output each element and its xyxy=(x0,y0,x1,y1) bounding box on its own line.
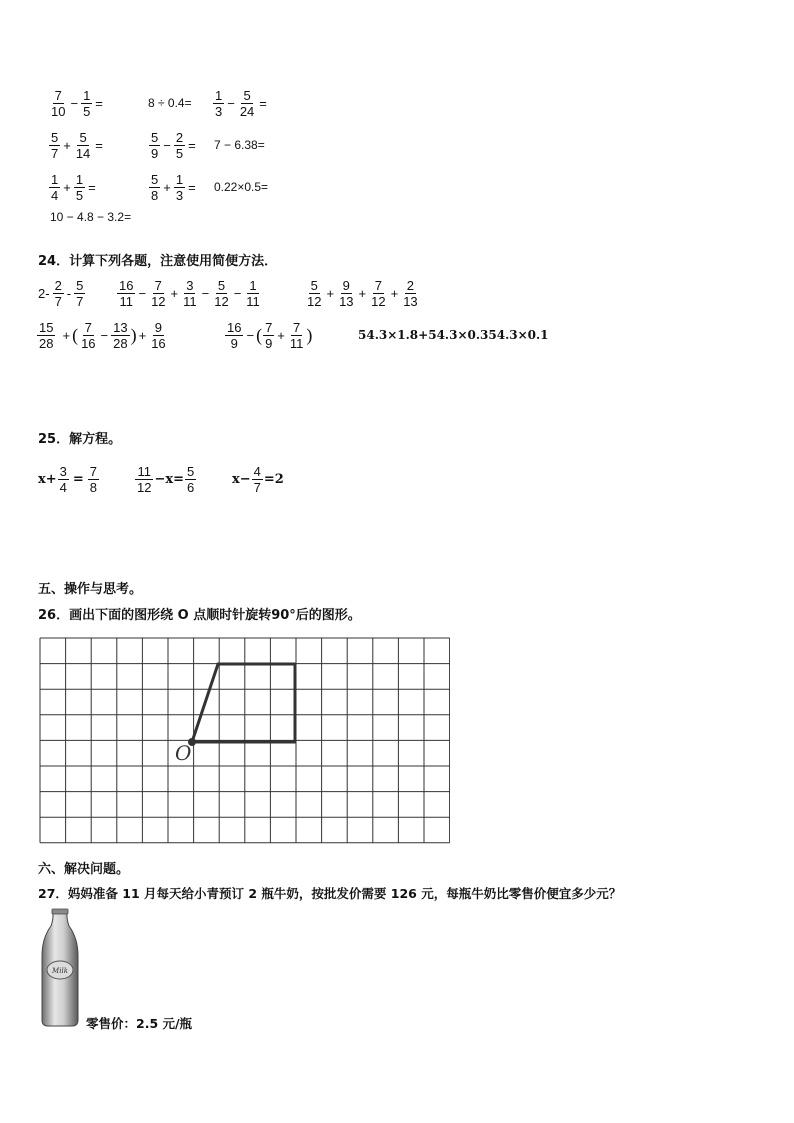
q25-title: 25．解方程。 xyxy=(38,432,122,447)
section-6-heading: 六、解决问题。 xyxy=(38,862,130,877)
q24-problem-1: 2- $\frac{2}{7}$ - $\frac{5}{7}$ xyxy=(38,278,84,309)
q23-expr-9: 0.22×0.5= xyxy=(214,180,269,194)
q25-equation-2: $\frac{11}{12}$ −x= $\frac{5}{6}$ xyxy=(137,464,195,495)
q24-problem-4: $\frac{15}{28}$ + ( $\frac{7}{16}$ − $\frac{13}{28}$ ) + $\frac{9}{16}$ xyxy=(39,320,166,351)
rotation-grid xyxy=(38,636,450,848)
q25-equation-3: x− $\frac{4}{7}$ =2 xyxy=(232,464,284,495)
q24-problem-3: $\frac{5}{12}$ + $\frac{9}{13}$ + $\frac{7}{12}$ + $\frac{2}{13}$ xyxy=(307,278,418,309)
q23-expr-3: $\frac{1}{3}$ − $\frac{5}{24}$ = xyxy=(215,88,267,119)
milk-bottle-label: Milk xyxy=(52,967,68,975)
q25-equation-1: x+ $\frac{3}{4}$ = $\frac{7}{8}$ xyxy=(38,464,98,495)
q23-expr-5: $\frac{5}{9}$ − $\frac{2}{5}$ = xyxy=(151,130,196,161)
q23-expr-6: 7 − 6.38= xyxy=(214,138,265,152)
q27-title: 27．妈妈准备 11 月每天给小青预订 2 瓶牛奶，按批发价需要 126 元，每瓶牛奶比零售价便宜多少元？ xyxy=(38,886,622,901)
q26-title: 26．画出下面的图形绕 O 点顺时针旋转90°后的图形。 xyxy=(38,608,361,623)
shape-outline xyxy=(192,664,295,742)
section-5-heading: 五、操作与思考。 xyxy=(38,582,143,597)
q23-expr-1: $\frac{7}{10}$ − $\frac{1}{5}$ = xyxy=(51,88,103,119)
q23-expr-8: $\frac{5}{8}$ + $\frac{1}{3}$ = xyxy=(151,172,196,203)
q24-problem-2: $\frac{16}{11}$ − $\frac{7}{12}$ + $\frac{3}{11}$ − $\frac{5}{12}$ − $\frac{1}{11}$ xyxy=(119,278,260,309)
retail-price-label: 零售价：2.5 元/瓶 xyxy=(86,1016,193,1031)
q24-title: 24．计算下列各题，注意使用简便方法． xyxy=(38,254,278,269)
point-o-label: O xyxy=(175,741,192,765)
q23-expr-4: $\frac{5}{7}$ + $\frac{5}{14}$ = xyxy=(51,130,103,161)
q24-problem-6: 54.3×1.8+54.3×0.354.3×0.1 xyxy=(358,328,549,342)
q23-expr-2: 8 ÷ 0.4= xyxy=(148,96,192,110)
milk-bottle-icon xyxy=(38,908,82,1030)
q23-expr-7: $\frac{1}{4}$ + $\frac{1}{5}$ = xyxy=(51,172,96,203)
q23-expr-10: 10 − 4.8 − 3.2= xyxy=(50,210,132,224)
q24-problem-5: $\frac{16}{9}$ − ( $\frac{7}{9}$ + $\frac{7}{11}$ ) xyxy=(227,320,313,351)
